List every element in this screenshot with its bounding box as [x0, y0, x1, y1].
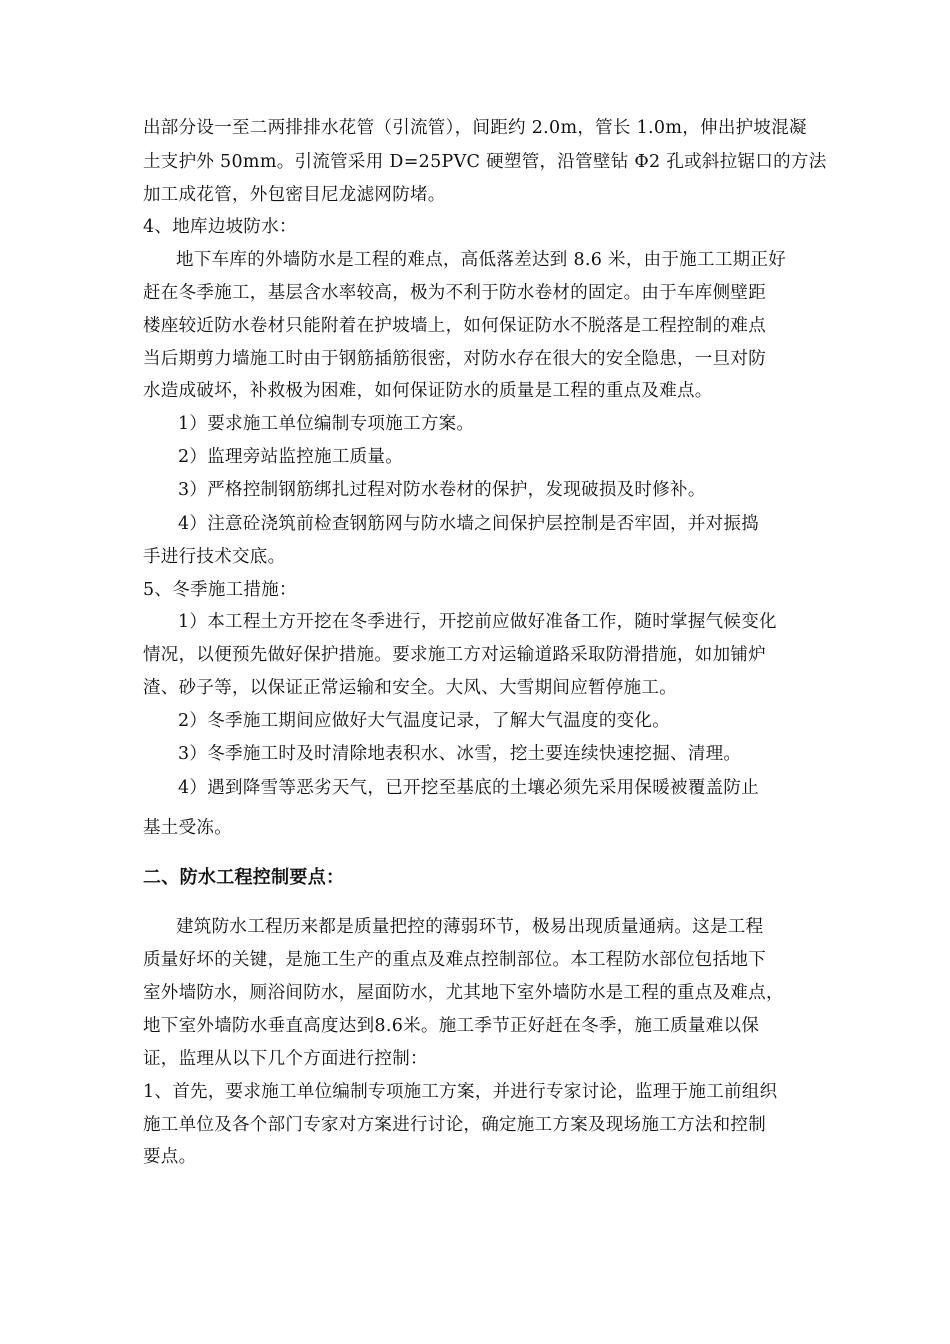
text-line: 地下车库的外墙防水是工程的难点，高低落差达到 8.6 米，由于施工工期正好	[176, 250, 787, 270]
text-line: 施工单位及各个部门专家对方案进行讨论，确定施工方案及现场施工方法和控制	[143, 1115, 766, 1135]
list-item: 4）注意砼浇筑前检查钢筋网与防水墙之间保护层控制是否牢固，并对振捣	[178, 514, 760, 534]
text-line: 质量好坏的关键，是施工生产的重点及难点控制部位。本工程防水部位包括地下	[143, 950, 766, 970]
list-item: 1）要求施工单位编制专项施工方案。	[178, 414, 475, 434]
text-line: 当后期剪力墙施工时由于钢筋插筋很密，对防水存在很大的安全隐患，一旦对防	[143, 349, 766, 369]
text-line: 渣、砂子等，以保证正常运输和安全。大风、大雪期间应暂停施工。	[143, 678, 677, 698]
section-title: 4、地库边坡防水：	[143, 217, 297, 237]
list-item: 1）本工程土方开挖在冬季进行，开挖前应做好准备工作，随时掌握气候变化	[178, 612, 777, 632]
text-line: 室外墙防水，厕浴间防水，屋面防水，尤其地下室外墙防水是工程的重点及难点，	[143, 983, 784, 1003]
text-line: 手进行技术交底。	[143, 547, 286, 567]
list-item: 3）严格控制钢筋绑扎过程对防水卷材的保护，发现破损及时修补。	[178, 480, 706, 500]
chapter-heading: 二、防水工程控制要点：	[143, 867, 345, 888]
text-line: 加工成花管，外包密目尼龙滤网防堵。	[143, 185, 446, 205]
text-line: 建筑防水工程历来都是质量把控的薄弱环节，极易出现质量通病。这是工程	[176, 917, 764, 937]
section-title: 5、冬季施工措施：	[143, 580, 297, 600]
list-item: 2）监理旁站监控施工质量。	[178, 447, 404, 467]
text-line: 水造成破坏，补救极为困难，如何保证防水的质量是工程的重点及难点。	[143, 381, 713, 401]
list-item: 2）冬季施工期间应做好大气温度记录，了解大气温度的变化。	[178, 711, 671, 731]
list-item: 4）遇到降雪等恶劣天气，已开挖至基底的土壤必须先采用保暖被覆盖防止	[178, 778, 760, 798]
text-line: 1、首先，要求施工单位编制专项施工方案，并进行专家讨论，监理于施工前组织	[143, 1082, 778, 1102]
text-line: 出部分设一至二两排排水花管（引流管），间距约 2.0m，管长 1.0m，伸出护坡混凝	[143, 118, 807, 138]
text-line: 楼座较近防水卷材只能附着在护坡墙上，如何保证防水不脱落是工程控制的难点	[143, 316, 766, 336]
text-line: 赶在冬季施工，基层含水率较高，极为不利于防水卷材的固定。由于车库侧壁距	[143, 283, 766, 303]
text-line: 土支护外 50mm。引流管采用 D=25PVC 硬塑管，沿管壁钻 Φ2 孔或斜拉锯口的方法	[143, 152, 827, 172]
text-line: 地下室外墙防水垂直高度达到8.6米。施工季节正好赶在冬季，施工质量难以保	[143, 1016, 760, 1036]
text-line: 证，监理从以下几个方面进行控制：	[143, 1049, 428, 1069]
text-line: 情况，以便预先做好保护措施。要求施工方对运输道路采取防滑措施，如加铺炉	[143, 645, 766, 665]
list-item: 3）冬季施工时及时清除地表积水、冰雪，挖土要连续快速挖掘、清理。	[178, 744, 742, 764]
text-line: 基土受冻。	[143, 818, 232, 838]
text-line: 要点。	[143, 1147, 197, 1167]
